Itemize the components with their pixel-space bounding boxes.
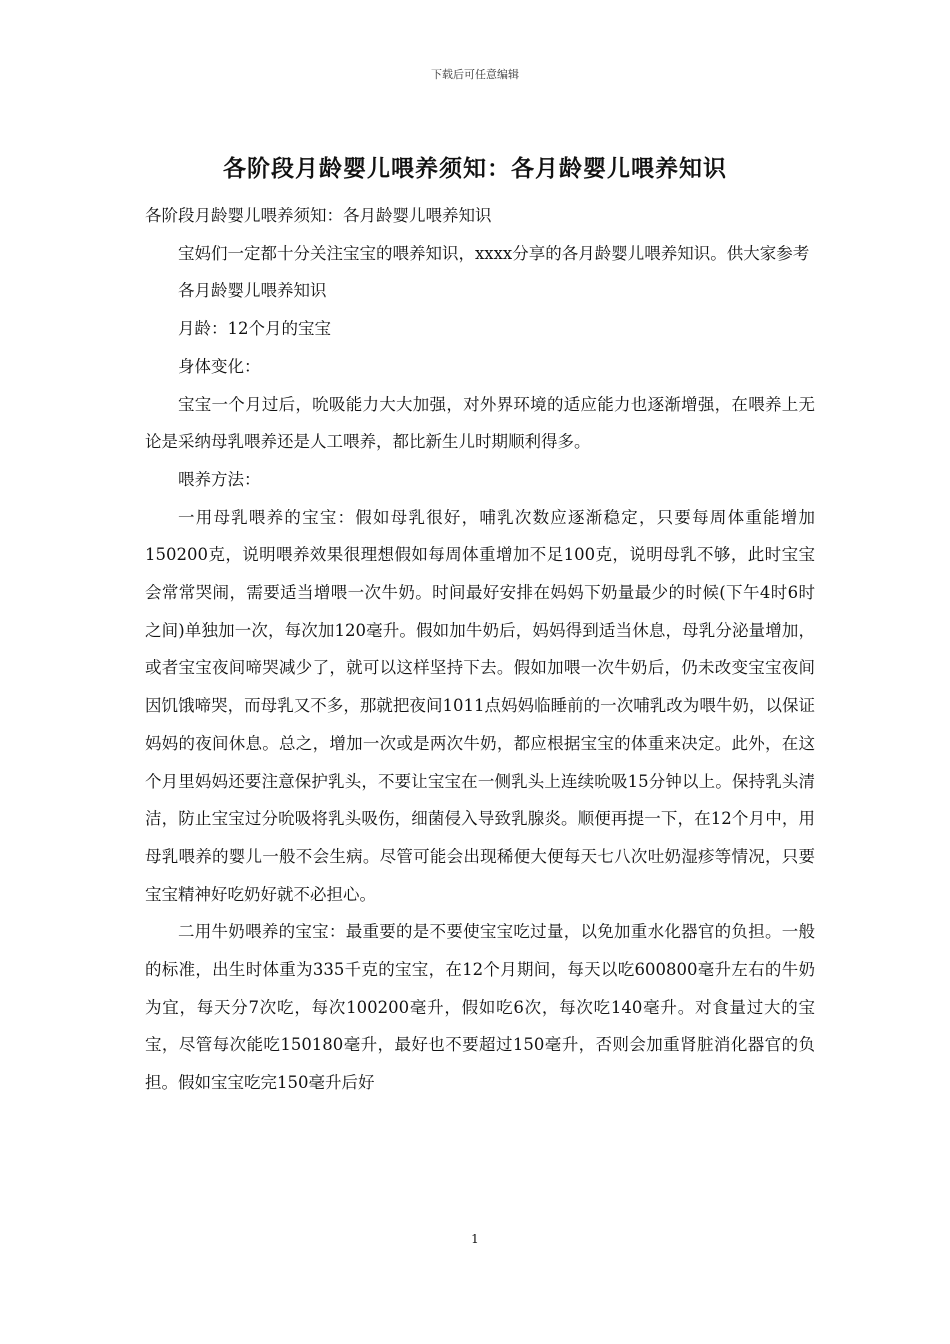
document-title: 各阶段月龄婴儿喂养须知：各月龄婴儿喂养知识 bbox=[223, 155, 727, 182]
feeding-method-label: 喂养方法： bbox=[178, 469, 261, 489]
intro-paragraph: 宝妈们一定都十分关注宝宝的喂养知识，xxxx分享的各月龄婴儿喂养知识。供大家参考 bbox=[178, 243, 810, 263]
age-label: 月龄：12个月的宝宝 bbox=[178, 319, 331, 339]
section-heading: 各月龄婴儿喂养知识 bbox=[178, 281, 327, 301]
formula-feeding-paragraph: 二用牛奶喂养的宝宝：最重要的是不要使宝宝吃过量，以免加重水化器官的负担。一般的标准，出生时体重为335千克的宝宝，在12个月期间，每天以吃600800毫升左右的牛奶为宜，每天分7次吃，每次100200毫升，假如吃6次，每次吃140毫升。对食量过大的宝宝，尽管每次能吃150180毫升，最好也不要超过150毫升，否则会加重肾脏消化器官的负担。假如宝宝吃完150毫升后好 bbox=[145, 922, 815, 1093]
body-change-label: 身体变化： bbox=[178, 356, 261, 376]
header-note: 下载后可任意编辑 bbox=[431, 68, 519, 81]
subtitle-line: 各阶段月龄婴儿喂养须知：各月龄婴儿喂养知识 bbox=[145, 206, 492, 225]
document-body bbox=[145, 197, 815, 1102]
breastfeeding-paragraph: 一用母乳喂养的宝宝：假如母乳很好，哺乳次数应逐渐稳定，只要每周体重能增加150200克，说明喂养效果很理想假如每周体重增加不足100克，说明母乳不够，此时宝宝会常常哭闹，需要适当增喂一次牛奶。时间最好安排在妈妈下奶量最少的时候(下午4时6时之间)单独加一次，每次加120毫升。假如加牛奶后，妈妈得到适当休息，母乳分泌量增加，或者宝宝夜间啼哭减少了，就可以这样坚持下去。假如加喂一次牛奶后，仍未改变宝宝夜间因饥饿啼哭，而母乳又不多，那就把夜间1011点妈妈临睡前的一次哺乳改为喂牛奶，以保证妈妈的夜间休息。总之，增加一次或是两次牛奶，都应根据宝宝的体重来决定。此外，在这个月里妈妈还要注意保护乳头，不要让宝宝在一侧乳头上连续吮吸15分钟以上。保持乳头清洁，防止宝宝过分吮吸将乳头吸伤，细菌侵入导致乳腺炎。顺便再提一下，在12个月中，用母乳喂养的婴儿一般不会生病。尽管可能会出现稀便大便每天七八次吐奶湿疹等情况，只要宝宝精神好吃奶好就不必担心。 bbox=[145, 507, 815, 904]
page-number: 1 bbox=[471, 1232, 479, 1246]
body-change-paragraph: 宝宝一个月过后，吮吸能力大大加强，对外界环境的适应能力也逐渐增强，在喂养上无论是采纳母乳喂养还是人工喂养，都比新生儿时期顺利得多。 bbox=[145, 394, 815, 452]
